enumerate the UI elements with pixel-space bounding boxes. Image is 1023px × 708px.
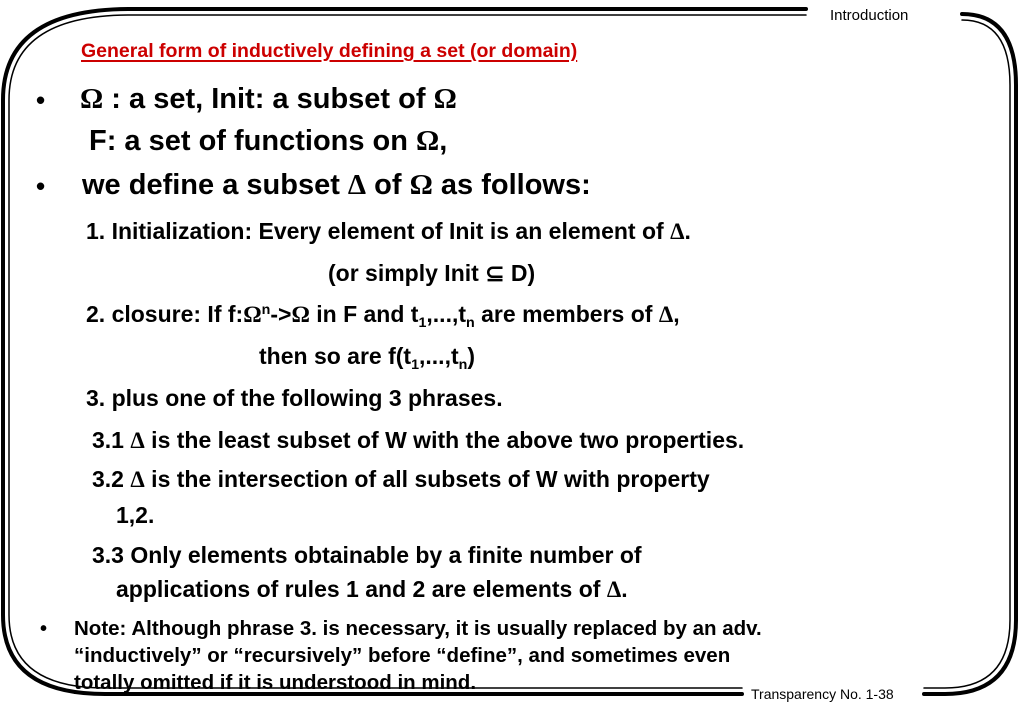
- delta-symbol: Δ: [347, 169, 367, 201]
- item2-mid: in F and t: [309, 301, 419, 327]
- item-3-3-cont: [116, 578, 628, 601]
- subscript-n: n: [466, 314, 475, 331]
- note-line-1: Note: Although phrase 3. is necessary, it is usually replaced by an adv.: [74, 617, 762, 640]
- item32-text: is the intersection of all subsets of W with property: [144, 466, 710, 492]
- item31-text: is the least subset of W with the above two properties.: [144, 427, 745, 453]
- section-header: Introduction: [830, 7, 909, 24]
- item1b-text: (or simply Init: [328, 260, 486, 286]
- bullet-1: •: [36, 85, 46, 115]
- subscript-1: 1: [411, 356, 420, 373]
- item31-num: 3.1: [92, 427, 131, 453]
- delta-symbol: Δ: [670, 219, 685, 244]
- line3-of: of: [366, 169, 410, 201]
- omega-symbol: Ω: [291, 302, 310, 327]
- line1-text: : a set, Init: a subset of: [103, 83, 434, 115]
- item1-text: 1. Initialization: Every element of Init is an element of: [86, 218, 671, 244]
- item-3-2: [92, 468, 710, 491]
- omega-symbol: Ω: [416, 125, 440, 157]
- omega-symbol: Ω: [80, 83, 104, 115]
- line3-text: we define a subset: [82, 169, 348, 201]
- item2-dots: ,...,t: [426, 301, 467, 327]
- delta-symbol: Δ: [658, 302, 674, 327]
- item-closure: [86, 301, 680, 331]
- item-3-3: 3.3 Only elements obtainable by a finite number of: [92, 542, 642, 568]
- functions-line: [89, 127, 447, 156]
- define-subset-line: [82, 171, 591, 200]
- item2-comma: ,: [673, 301, 680, 327]
- arrow-text: ->: [270, 301, 292, 327]
- omega-symbol: Ω: [433, 83, 457, 115]
- item2b-text: then so are f(t: [259, 343, 412, 369]
- delta-symbol: Δ: [130, 467, 145, 492]
- item-initialization: [86, 220, 691, 243]
- superscript-n: n: [261, 302, 271, 319]
- delta-symbol: Δ: [606, 577, 622, 602]
- line2-text: F: a set of functions on: [89, 125, 417, 157]
- item1-period: .: [684, 218, 691, 244]
- item33-text: applications of rules 1 and 2 are elements of: [116, 576, 607, 602]
- item-closure-then: [259, 343, 476, 373]
- item-plus-one: 3. plus one of the following 3 phrases.: [86, 385, 503, 411]
- omega-symbol: Ω: [243, 302, 262, 327]
- subscript-1: 1: [418, 314, 427, 331]
- subscript-n: n: [458, 356, 468, 373]
- bullet-2: •: [36, 171, 46, 201]
- item2-text: 2. closure: If f:: [86, 301, 244, 327]
- item1b-tail: D): [504, 260, 536, 286]
- item-initialization-simply: [328, 262, 535, 285]
- item2b-dots: ,...,t: [419, 343, 459, 369]
- note-line-3: totally omitted if it is understood in mind.: [74, 671, 477, 694]
- item33-period: .: [621, 576, 628, 602]
- omega-symbol: Ω: [409, 169, 433, 201]
- item2b-close: ): [467, 343, 476, 369]
- item-3-2-cont: 1,2.: [116, 502, 155, 528]
- line3-tail: as follows:: [432, 169, 591, 201]
- bullet-note: •: [40, 618, 48, 640]
- item-3-1: [92, 429, 744, 452]
- slide-title: General form of inductively defining a set (or domain): [81, 40, 578, 62]
- subset-symbol: ⊆: [485, 261, 505, 286]
- delta-symbol: Δ: [130, 428, 145, 453]
- note-line-2: “inductively” or “recursively” before “define”, and sometimes even: [74, 644, 731, 667]
- page-footer: Transparency No. 1-38: [751, 686, 894, 702]
- omega-definition-line: [80, 85, 457, 114]
- item2-members: are members of: [474, 301, 659, 327]
- line2-comma: ,: [439, 125, 448, 157]
- item32-num: 3.2: [92, 466, 131, 492]
